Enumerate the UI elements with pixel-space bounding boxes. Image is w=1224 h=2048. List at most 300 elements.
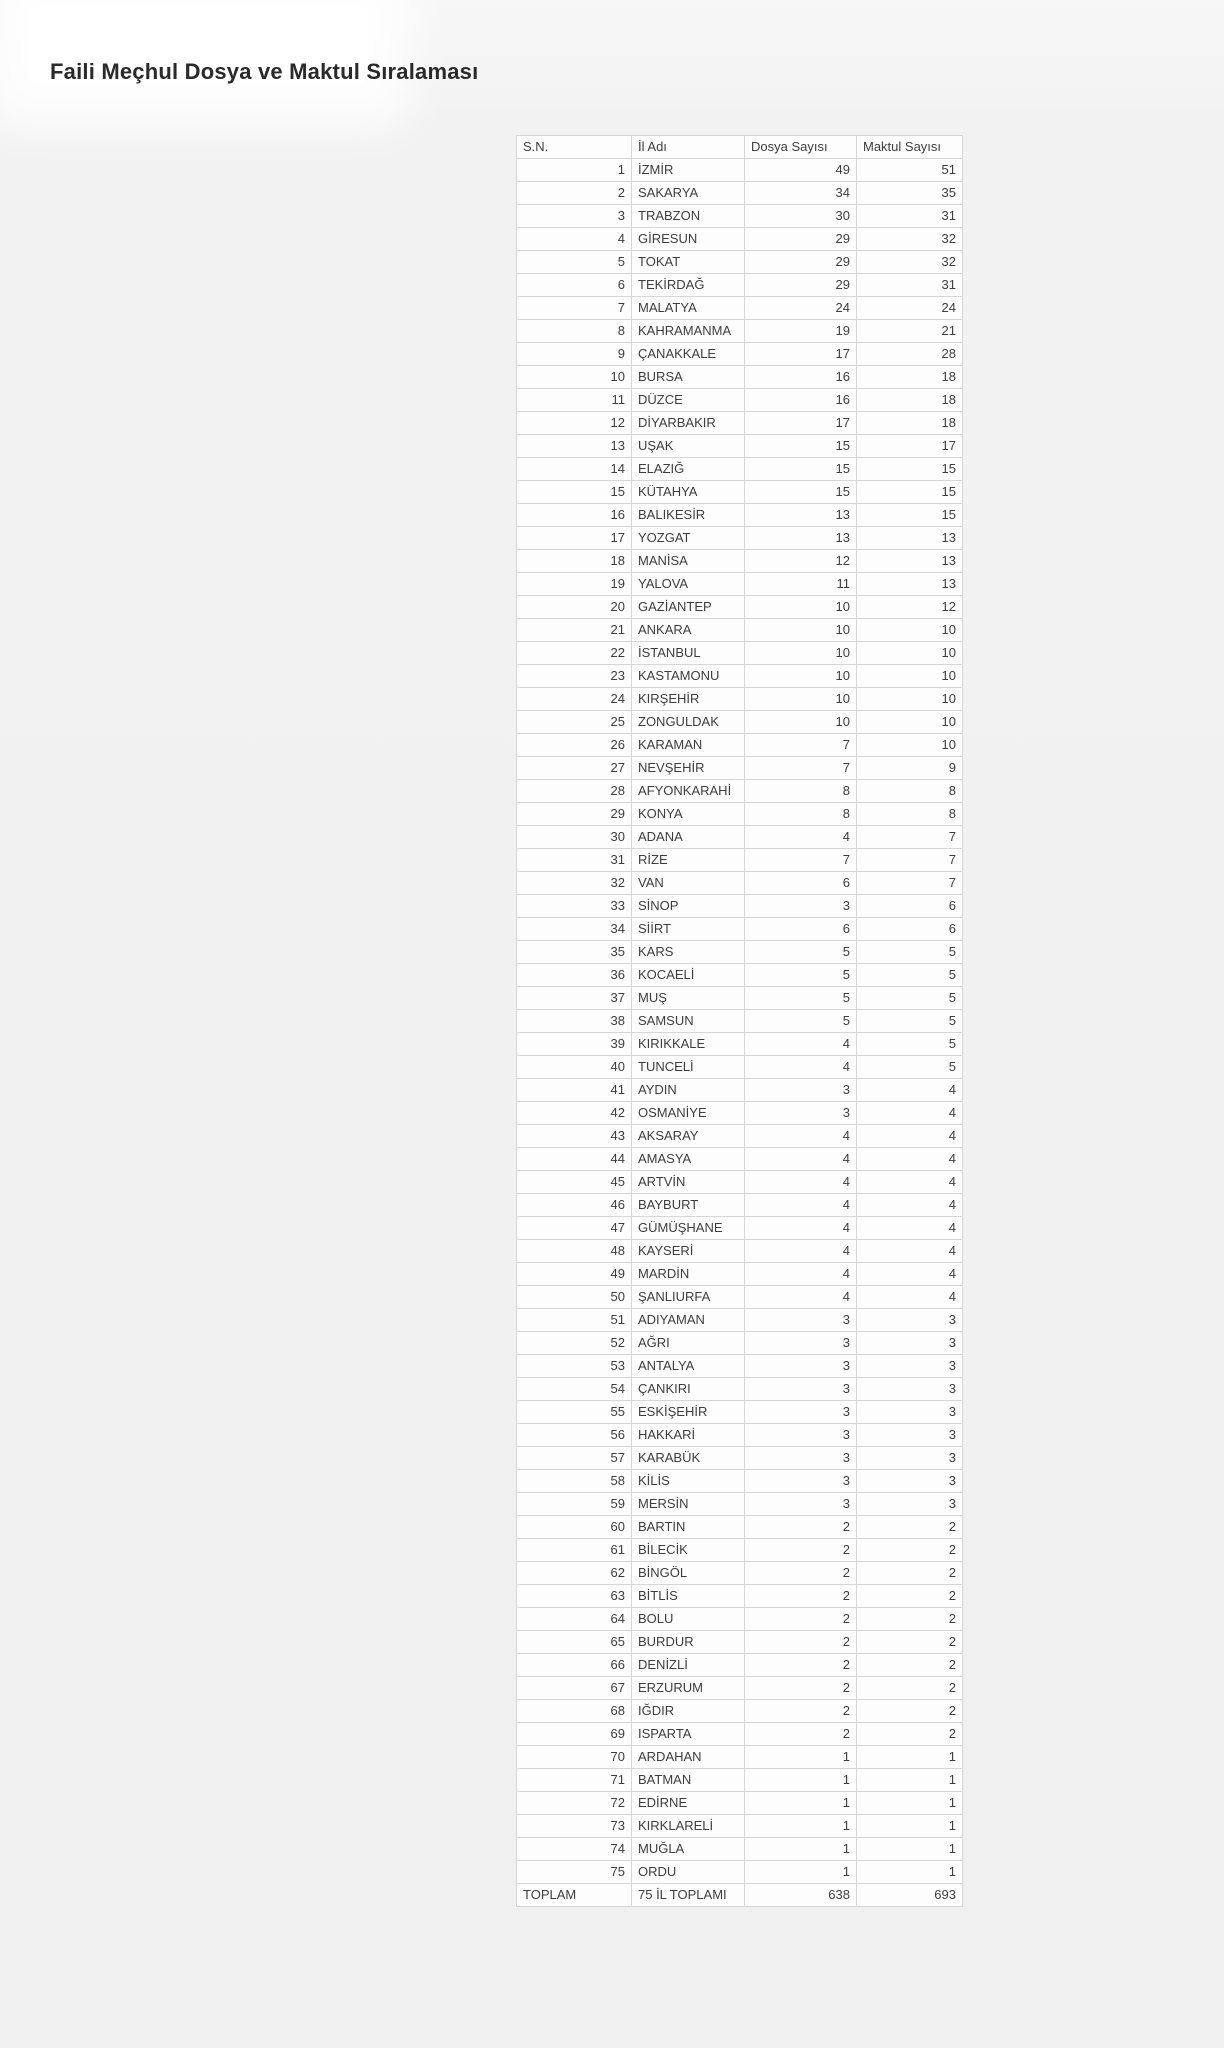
cell-sn: 43 [517, 1125, 632, 1148]
cell-maktul: 3 [857, 1447, 963, 1470]
cell-sn: 63 [517, 1585, 632, 1608]
cell-maktul: 3 [857, 1332, 963, 1355]
cell-dosya: 4 [745, 1125, 857, 1148]
cell-maktul: 4 [857, 1263, 963, 1286]
cell-dosya: 12 [745, 550, 857, 573]
cell-maktul: 10 [857, 642, 963, 665]
table-row [517, 1562, 963, 1585]
table-row [517, 596, 963, 619]
cell-province: ADIYAMAN [632, 1309, 745, 1332]
cell-sn: 66 [517, 1654, 632, 1677]
cell-sn: 1 [517, 159, 632, 182]
cell-maktul: 3 [857, 1493, 963, 1516]
cell-province: SAKARYA [632, 182, 745, 205]
cell-dosya: 4 [745, 1263, 857, 1286]
cell-maktul: 13 [857, 527, 963, 550]
cell-sn: 9 [517, 343, 632, 366]
cell-maktul: 10 [857, 711, 963, 734]
cell-maktul: 4 [857, 1194, 963, 1217]
cell-province: KÜTAHYA [632, 481, 745, 504]
cell-province: AYDIN [632, 1079, 745, 1102]
table-row [517, 1217, 963, 1240]
cell-sn: 60 [517, 1516, 632, 1539]
cell-dosya: 17 [745, 412, 857, 435]
cell-province: MANİSA [632, 550, 745, 573]
cell-dosya: 5 [745, 964, 857, 987]
cell-dosya: 1 [745, 1746, 857, 1769]
table-row [517, 1102, 963, 1125]
table-row [517, 1125, 963, 1148]
table-row [517, 872, 963, 895]
cell-maktul: 15 [857, 458, 963, 481]
cell-maktul: 3 [857, 1309, 963, 1332]
cell-dosya: 2 [745, 1608, 857, 1631]
table-row [517, 343, 963, 366]
cell-dosya: 8 [745, 803, 857, 826]
cell-province: YOZGAT [632, 527, 745, 550]
cell-dosya: 15 [745, 481, 857, 504]
table-body [517, 159, 963, 1884]
table-row [517, 619, 963, 642]
cell-sn: 10 [517, 366, 632, 389]
cell-maktul: 2 [857, 1677, 963, 1700]
total-name: 75 İL TOPLAMI [632, 1884, 745, 1907]
cell-province: ANTALYA [632, 1355, 745, 1378]
table-row [517, 734, 963, 757]
cell-maktul: 5 [857, 941, 963, 964]
cell-maktul: 5 [857, 964, 963, 987]
cell-province: BAYBURT [632, 1194, 745, 1217]
cell-dosya: 7 [745, 734, 857, 757]
table-row [517, 228, 963, 251]
table-row [517, 481, 963, 504]
cell-sn: 20 [517, 596, 632, 619]
cell-sn: 28 [517, 780, 632, 803]
cell-maktul: 5 [857, 1010, 963, 1033]
cell-maktul: 2 [857, 1562, 963, 1585]
table-row [517, 573, 963, 596]
cell-maktul: 1 [857, 1746, 963, 1769]
table-row [517, 1838, 963, 1861]
cell-maktul: 1 [857, 1861, 963, 1884]
cell-sn: 14 [517, 458, 632, 481]
cell-maktul: 5 [857, 1056, 963, 1079]
cell-sn: 62 [517, 1562, 632, 1585]
cell-dosya: 2 [745, 1654, 857, 1677]
table-row [517, 251, 963, 274]
cell-dosya: 17 [745, 343, 857, 366]
cell-dosya: 11 [745, 573, 857, 596]
cell-province: IĞDIR [632, 1700, 745, 1723]
cell-sn: 52 [517, 1332, 632, 1355]
cell-dosya: 8 [745, 780, 857, 803]
cell-maktul: 4 [857, 1217, 963, 1240]
table-row [517, 688, 963, 711]
cell-province: BOLU [632, 1608, 745, 1631]
cell-sn: 15 [517, 481, 632, 504]
cell-sn: 75 [517, 1861, 632, 1884]
cell-dosya: 3 [745, 1309, 857, 1332]
table-row [517, 757, 963, 780]
cell-dosya: 15 [745, 435, 857, 458]
cell-dosya: 13 [745, 527, 857, 550]
cell-dosya: 1 [745, 1861, 857, 1884]
cell-dosya: 1 [745, 1769, 857, 1792]
cell-dosya: 29 [745, 228, 857, 251]
cell-maktul: 2 [857, 1723, 963, 1746]
table-row [517, 1815, 963, 1838]
cell-province: UŞAK [632, 435, 745, 458]
cell-dosya: 2 [745, 1631, 857, 1654]
table-total-row [517, 1884, 963, 1907]
cell-sn: 4 [517, 228, 632, 251]
table-row [517, 1401, 963, 1424]
cell-province: ANKARA [632, 619, 745, 642]
cell-maktul: 5 [857, 1033, 963, 1056]
cell-dosya: 10 [745, 688, 857, 711]
cell-maktul: 6 [857, 895, 963, 918]
cell-dosya: 49 [745, 159, 857, 182]
cell-sn: 72 [517, 1792, 632, 1815]
cell-maktul: 9 [857, 757, 963, 780]
cell-sn: 41 [517, 1079, 632, 1102]
cell-dosya: 4 [745, 826, 857, 849]
cell-province: BURDUR [632, 1631, 745, 1654]
cell-dosya: 3 [745, 1355, 857, 1378]
cell-sn: 37 [517, 987, 632, 1010]
cell-dosya: 3 [745, 1493, 857, 1516]
table-row [517, 504, 963, 527]
table-row [517, 1355, 963, 1378]
cell-province: ISPARTA [632, 1723, 745, 1746]
cell-province: OSMANİYE [632, 1102, 745, 1125]
table-row [517, 711, 963, 734]
cell-dosya: 16 [745, 366, 857, 389]
cell-sn: 13 [517, 435, 632, 458]
cell-dosya: 1 [745, 1815, 857, 1838]
table-row [517, 1309, 963, 1332]
cell-sn: 45 [517, 1171, 632, 1194]
table-row [517, 1010, 963, 1033]
cell-province: GAZİANTEP [632, 596, 745, 619]
table-row [517, 458, 963, 481]
cell-dosya: 3 [745, 1079, 857, 1102]
cell-dosya: 6 [745, 918, 857, 941]
cell-province: İZMİR [632, 159, 745, 182]
cell-sn: 73 [517, 1815, 632, 1838]
cell-maktul: 3 [857, 1401, 963, 1424]
cell-sn: 69 [517, 1723, 632, 1746]
cell-sn: 70 [517, 1746, 632, 1769]
cell-maktul: 32 [857, 251, 963, 274]
cell-sn: 59 [517, 1493, 632, 1516]
cell-dosya: 24 [745, 297, 857, 320]
cell-dosya: 4 [745, 1171, 857, 1194]
cell-province: BİLECİK [632, 1539, 745, 1562]
cell-maktul: 13 [857, 550, 963, 573]
cell-province: AFYONKARAHİ [632, 780, 745, 803]
cell-sn: 71 [517, 1769, 632, 1792]
table-row [517, 1079, 963, 1102]
cell-province: SAMSUN [632, 1010, 745, 1033]
cell-sn: 47 [517, 1217, 632, 1240]
cell-dosya: 30 [745, 205, 857, 228]
cell-province: ADANA [632, 826, 745, 849]
cell-maktul: 1 [857, 1792, 963, 1815]
table-row [517, 1378, 963, 1401]
cell-maktul: 21 [857, 320, 963, 343]
cell-maktul: 3 [857, 1424, 963, 1447]
cell-sn: 6 [517, 274, 632, 297]
cell-maktul: 2 [857, 1700, 963, 1723]
cell-dosya: 16 [745, 389, 857, 412]
cell-sn: 42 [517, 1102, 632, 1125]
cell-maktul: 31 [857, 274, 963, 297]
cell-dosya: 2 [745, 1677, 857, 1700]
cell-dosya: 10 [745, 642, 857, 665]
table-row [517, 159, 963, 182]
cell-province: GÜMÜŞHANE [632, 1217, 745, 1240]
cell-sn: 57 [517, 1447, 632, 1470]
cell-province: KIRIKKALE [632, 1033, 745, 1056]
cell-dosya: 29 [745, 274, 857, 297]
cell-dosya: 4 [745, 1033, 857, 1056]
cell-maktul: 5 [857, 987, 963, 1010]
table-row [517, 1263, 963, 1286]
cell-dosya: 4 [745, 1148, 857, 1171]
table-row [517, 1608, 963, 1631]
cell-province: İSTANBUL [632, 642, 745, 665]
table-row [517, 274, 963, 297]
table-row [517, 1056, 963, 1079]
table-row [517, 527, 963, 550]
cell-dosya: 3 [745, 1401, 857, 1424]
cell-maktul: 2 [857, 1585, 963, 1608]
cell-maktul: 7 [857, 872, 963, 895]
cell-province: YALOVA [632, 573, 745, 596]
table-row [517, 1148, 963, 1171]
cell-sn: 11 [517, 389, 632, 412]
cell-maktul: 10 [857, 665, 963, 688]
cell-province: KASTAMONU [632, 665, 745, 688]
table-row [517, 550, 963, 573]
table-row [517, 987, 963, 1010]
table-row [517, 1470, 963, 1493]
cell-province: SİNOP [632, 895, 745, 918]
cell-province: GİRESUN [632, 228, 745, 251]
cell-maktul: 2 [857, 1654, 963, 1677]
cell-dosya: 2 [745, 1516, 857, 1539]
cell-maktul: 3 [857, 1470, 963, 1493]
table-row [517, 642, 963, 665]
col-header-sn: S.N. [517, 136, 632, 159]
table-row [517, 1447, 963, 1470]
cell-dosya: 2 [745, 1723, 857, 1746]
cell-province: TUNCELİ [632, 1056, 745, 1079]
cell-sn: 68 [517, 1700, 632, 1723]
cell-maktul: 4 [857, 1079, 963, 1102]
table-row [517, 941, 963, 964]
cell-province: ŞANLIURFA [632, 1286, 745, 1309]
ranking-table [516, 135, 963, 1907]
cell-sn: 49 [517, 1263, 632, 1286]
cell-maktul: 12 [857, 596, 963, 619]
cell-province: BATMAN [632, 1769, 745, 1792]
cell-sn: 44 [517, 1148, 632, 1171]
cell-sn: 21 [517, 619, 632, 642]
cell-sn: 58 [517, 1470, 632, 1493]
cell-sn: 7 [517, 297, 632, 320]
cell-maktul: 13 [857, 573, 963, 596]
table-row [517, 1723, 963, 1746]
cell-dosya: 15 [745, 458, 857, 481]
table-row [517, 918, 963, 941]
cell-province: VAN [632, 872, 745, 895]
cell-maktul: 32 [857, 228, 963, 251]
table-row [517, 1033, 963, 1056]
cell-province: KIRKLARELİ [632, 1815, 745, 1838]
table-row [517, 1516, 963, 1539]
cell-sn: 17 [517, 527, 632, 550]
table-row [517, 665, 963, 688]
table-row [517, 297, 963, 320]
cell-province: MERSİN [632, 1493, 745, 1516]
cell-dosya: 10 [745, 711, 857, 734]
cell-dosya: 10 [745, 596, 857, 619]
cell-maktul: 4 [857, 1286, 963, 1309]
table-row [517, 803, 963, 826]
cell-maktul: 15 [857, 481, 963, 504]
cell-maktul: 31 [857, 205, 963, 228]
cell-dosya: 13 [745, 504, 857, 527]
table-row [517, 1286, 963, 1309]
table-row [517, 320, 963, 343]
cell-province: KOCAELİ [632, 964, 745, 987]
cell-sn: 35 [517, 941, 632, 964]
cell-maktul: 7 [857, 826, 963, 849]
cell-sn: 26 [517, 734, 632, 757]
cell-dosya: 10 [745, 619, 857, 642]
cell-sn: 32 [517, 872, 632, 895]
cell-province: ORDU [632, 1861, 745, 1884]
cell-province: ARDAHAN [632, 1746, 745, 1769]
cell-province: ÇANAKKALE [632, 343, 745, 366]
cell-province: KIRŞEHİR [632, 688, 745, 711]
cell-sn: 54 [517, 1378, 632, 1401]
cell-maktul: 2 [857, 1539, 963, 1562]
cell-dosya: 3 [745, 1424, 857, 1447]
cell-dosya: 1 [745, 1792, 857, 1815]
cell-sn: 48 [517, 1240, 632, 1263]
col-header-il-adi: İl Adı [632, 136, 745, 159]
table-row [517, 1746, 963, 1769]
cell-province: HAKKARİ [632, 1424, 745, 1447]
cell-dosya: 5 [745, 987, 857, 1010]
cell-dosya: 3 [745, 1332, 857, 1355]
cell-province: SİİRT [632, 918, 745, 941]
table-row [517, 182, 963, 205]
cell-sn: 36 [517, 964, 632, 987]
cell-sn: 31 [517, 849, 632, 872]
cell-maktul: 10 [857, 734, 963, 757]
table-row [517, 1654, 963, 1677]
cell-province: KİLİS [632, 1470, 745, 1493]
cell-maktul: 3 [857, 1355, 963, 1378]
cell-maktul: 18 [857, 389, 963, 412]
cell-province: MUŞ [632, 987, 745, 1010]
table-row [517, 1861, 963, 1884]
cell-sn: 65 [517, 1631, 632, 1654]
cell-sn: 74 [517, 1838, 632, 1861]
cell-maktul: 51 [857, 159, 963, 182]
cell-dosya: 7 [745, 849, 857, 872]
cell-dosya: 2 [745, 1539, 857, 1562]
table-row [517, 849, 963, 872]
cell-maktul: 4 [857, 1240, 963, 1263]
cell-maktul: 4 [857, 1148, 963, 1171]
table-row [517, 205, 963, 228]
total-maktul-value: 693 [857, 1884, 963, 1907]
cell-maktul: 1 [857, 1838, 963, 1861]
cell-sn: 22 [517, 642, 632, 665]
cell-province: MUĞLA [632, 1838, 745, 1861]
cell-sn: 34 [517, 918, 632, 941]
cell-province: BİNGÖL [632, 1562, 745, 1585]
cell-dosya: 3 [745, 1447, 857, 1470]
table-row [517, 435, 963, 458]
cell-province: BARTIN [632, 1516, 745, 1539]
table-row [517, 964, 963, 987]
cell-sn: 55 [517, 1401, 632, 1424]
table-row [517, 366, 963, 389]
cell-sn: 38 [517, 1010, 632, 1033]
cell-dosya: 34 [745, 182, 857, 205]
cell-province: AMASYA [632, 1148, 745, 1171]
cell-dosya: 5 [745, 941, 857, 964]
cell-province: KAYSERİ [632, 1240, 745, 1263]
cell-maktul: 8 [857, 803, 963, 826]
cell-province: ZONGULDAK [632, 711, 745, 734]
cell-sn: 27 [517, 757, 632, 780]
table-row [517, 895, 963, 918]
cell-maktul: 8 [857, 780, 963, 803]
table-row [517, 412, 963, 435]
cell-province: ESKİŞEHİR [632, 1401, 745, 1424]
cell-dosya: 19 [745, 320, 857, 343]
table-row [517, 1171, 963, 1194]
table-row [517, 1424, 963, 1447]
table-row [517, 1332, 963, 1355]
cell-dosya: 3 [745, 1470, 857, 1493]
cell-province: NEVŞEHİR [632, 757, 745, 780]
table-row [517, 1700, 963, 1723]
cell-dosya: 29 [745, 251, 857, 274]
cell-dosya: 3 [745, 1102, 857, 1125]
cell-maktul: 3 [857, 1378, 963, 1401]
cell-province: ERZURUM [632, 1677, 745, 1700]
cell-province: KARAMAN [632, 734, 745, 757]
total-dosya-value: 638 [745, 1884, 857, 1907]
cell-dosya: 2 [745, 1585, 857, 1608]
cell-province: EDİRNE [632, 1792, 745, 1815]
cell-sn: 50 [517, 1286, 632, 1309]
table-header-row [517, 136, 963, 159]
cell-sn: 33 [517, 895, 632, 918]
cell-maktul: 2 [857, 1608, 963, 1631]
cell-dosya: 7 [745, 757, 857, 780]
cell-province: KARABÜK [632, 1447, 745, 1470]
cell-province: ARTVİN [632, 1171, 745, 1194]
